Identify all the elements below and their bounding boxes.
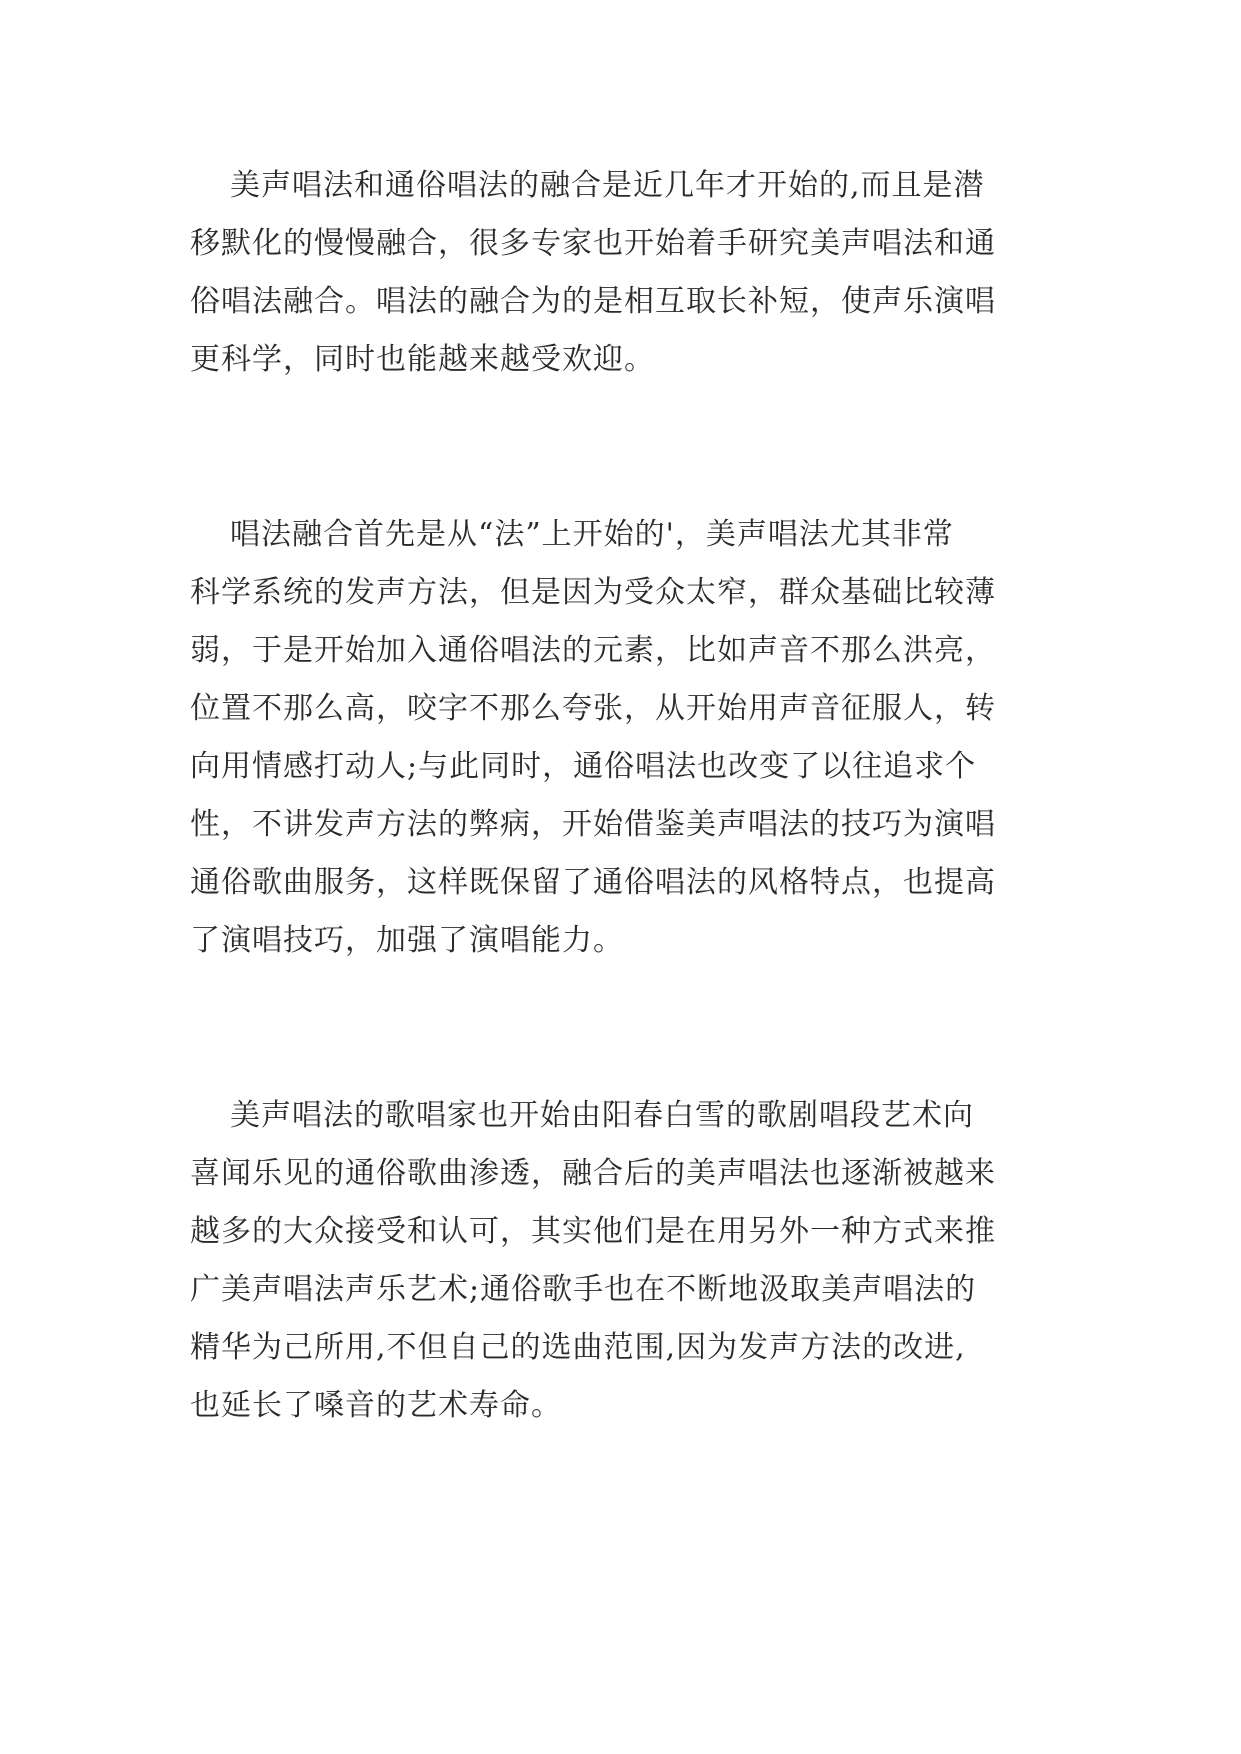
paragraph-1 — [190, 157, 1050, 389]
paragraph-line: 更科学，同时也能越来越受欢迎。 — [190, 342, 655, 377]
paragraph-line: 性，不讲发声方法的弊病，开始借鉴美声唱法的技巧为演唱 — [190, 807, 996, 842]
paragraph-line: 弱，于是开始加入通俗唱法的元素，比如声音不那么洪亮， — [190, 633, 996, 668]
paragraph-line: 美声唱法和通俗唱法的融合是近几年才开始的,而且是潜 — [230, 168, 985, 203]
paragraph-line: 广美声唱法声乐艺术;通俗歌手也在不断地汲取美声唱法的 — [190, 1272, 977, 1307]
paragraph-2 — [190, 506, 1050, 970]
paragraph-line: 了演唱技巧，加强了演唱能力。 — [190, 923, 624, 958]
paragraph-line: 科学系统的发声方法，但是因为受众太窄，群众基础比较薄 — [190, 575, 996, 610]
paragraph-line: 也延长了嗓音的艺术寿命。 — [190, 1388, 562, 1423]
paragraph-line: 越多的大众接受和认可，其实他们是在用另外一种方式来推 — [190, 1214, 996, 1249]
paragraph-line: 唱法融合首先是从“法”上开始的'，美声唱法尤其非常 — [230, 517, 954, 552]
paragraph-line: 喜闻乐见的通俗歌曲渗透，融合后的美声唱法也逐渐被越来 — [190, 1156, 996, 1191]
paragraph-line: 移默化的慢慢融合，很多专家也开始着手研究美声唱法和通 — [190, 226, 996, 261]
paragraph-line: 向用情感打动人;与此同时，通俗唱法也改变了以往追求个 — [190, 749, 977, 784]
paragraph-line: 俗唱法融合。唱法的融合为的是相互取长补短，使声乐演唱 — [190, 284, 996, 319]
paragraph-3 — [190, 1087, 1050, 1435]
paragraph-line: 通俗歌曲服务，这样既保留了通俗唱法的风格特点，也提高 — [190, 865, 996, 900]
paragraph-line: 精华为己所用,不但自己的选曲范围,因为发声方法的改进, — [190, 1330, 966, 1365]
paragraph-line: 美声唱法的歌唱家也开始由阳春白雪的歌剧唱段艺术向 — [230, 1098, 974, 1133]
paragraph-line: 位置不那么高，咬字不那么夸张，从开始用声音征服人，转 — [190, 691, 996, 726]
